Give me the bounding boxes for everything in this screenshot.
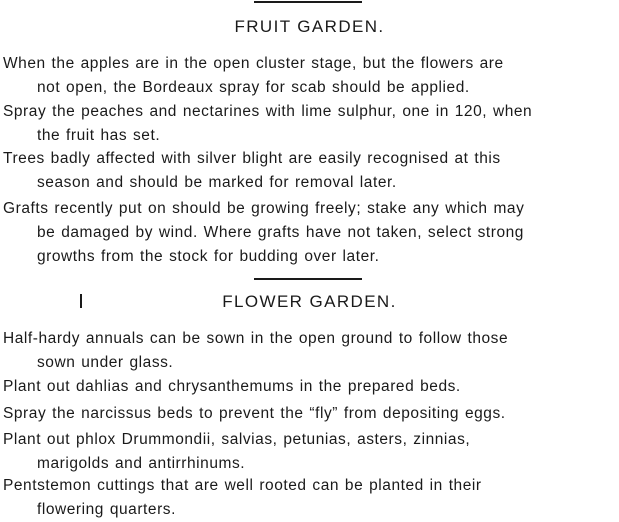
flower-item [3,402,619,426]
section-divider [254,278,362,280]
fruit-item-line: not open, the Bordeaux spray for scab should be applied. [37,79,470,96]
flower-item-line: Plant out phlox Drummondii, salvias, petunias, asters, zinnias, [3,431,471,448]
flower-item-line: flowering quarters. [37,501,176,518]
fruit-item-line: season and should be marked for removal later. [37,174,397,191]
flower-item-line: sown under glass. [37,354,174,371]
flower-item [3,375,619,399]
flower-item-line: Pentstemon cuttings that are well rooted can be planted in their [3,477,482,494]
flower-item-line: Plant out dahlias and chrysanthemums in the prepared beds. [3,378,461,395]
fruit-item [3,197,619,269]
fruit-item-line: Spray the peaches and nectarines with lime sulphur, one in 120, when [3,103,533,120]
flower-item [3,474,619,522]
flower-item-line: marigolds and antirrhinums. [37,455,246,472]
fruit-item [3,100,619,148]
fruit-item-line: be damaged by wind. Where grafts have not taken, select strong [37,224,524,241]
fruit-item [3,52,619,100]
fruit-item-line: Trees badly affected with silver blight are easily recognised at this [3,150,501,167]
fruit-item-line: Grafts recently put on should be growing freely; stake any which may [3,200,525,217]
fruit-item-line: growths from the stock for budding over later. [37,248,380,265]
flower-item-line: Half-hardy annuals can be sown in the open ground to follow those [3,330,509,347]
flower-garden-heading: FLOWER GARDEN. [222,292,397,311]
fruit-item-line: the fruit has set. [37,127,161,144]
section-divider [254,1,362,3]
flower-item [3,327,619,375]
fruit-item [3,147,619,195]
fruit-item-line: When the apples are in the open cluster stage, but the flowers are [3,55,504,72]
flower-item [3,428,619,476]
fruit-garden-heading: FRUIT GARDEN. [234,17,385,36]
flower-item-line: Spray the narcissus beds to prevent the “fly” from depositing eggs. [3,405,506,422]
